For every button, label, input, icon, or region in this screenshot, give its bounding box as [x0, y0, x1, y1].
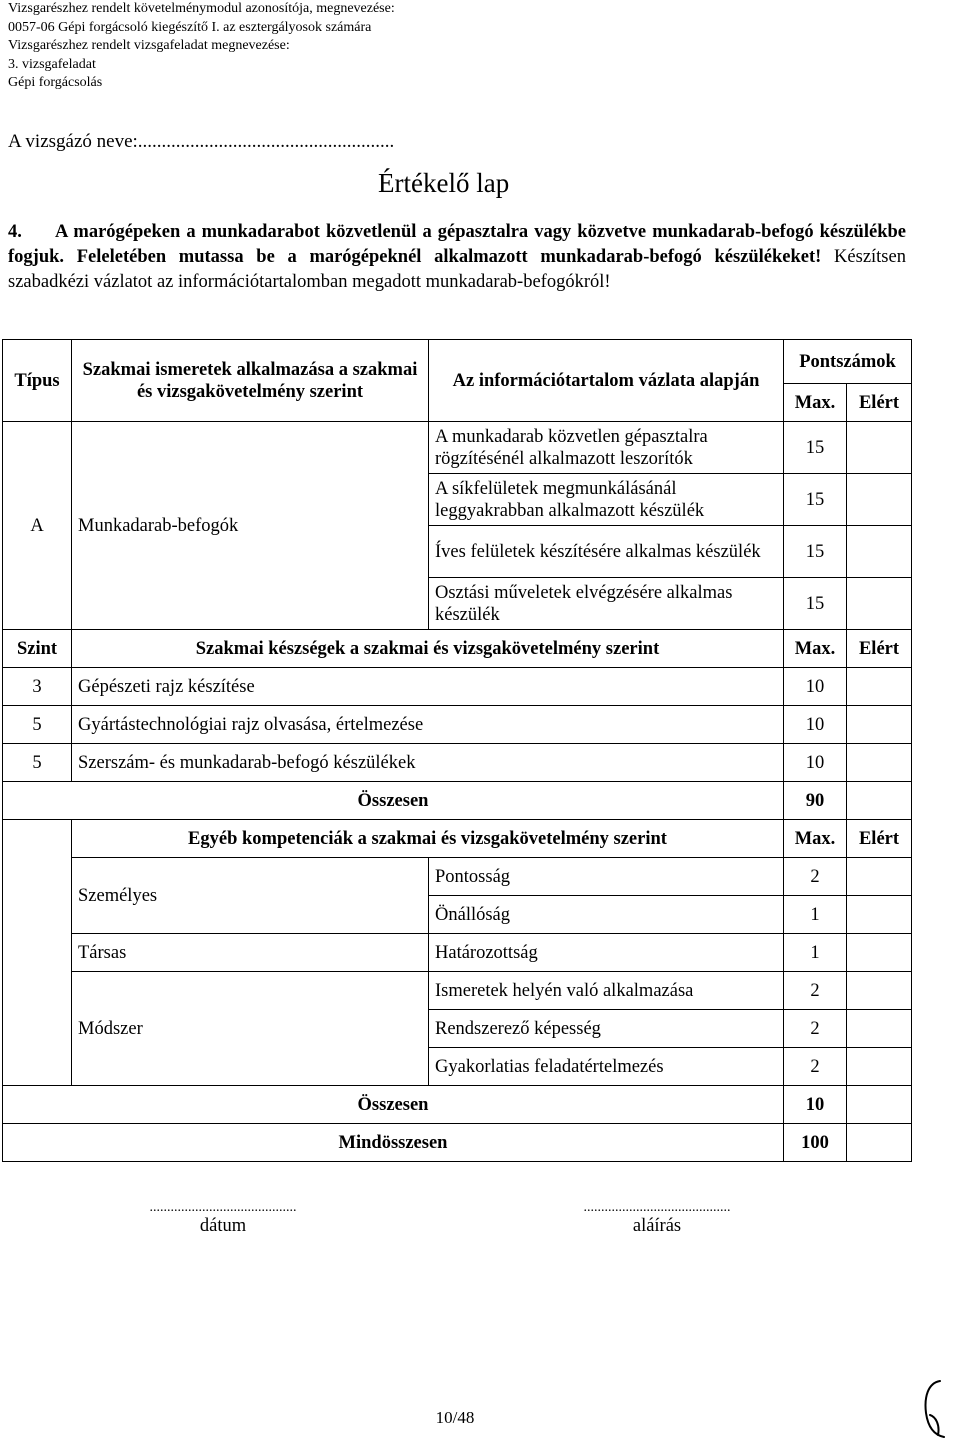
total-value: 100 — [784, 1124, 847, 1162]
competency-max: 2 — [784, 1010, 847, 1048]
skill-achieved[interactable] — [847, 744, 912, 782]
subtotal-value: 10 — [784, 1086, 847, 1124]
skill-max: 10 — [784, 744, 847, 782]
knowledge-type: A — [3, 422, 72, 630]
skill-achieved[interactable] — [847, 706, 912, 744]
competency-max: 2 — [784, 858, 847, 896]
header-line: Vizsgarészhez rendelt vizsgafeladat megnevezése: — [8, 38, 290, 53]
task-description — [8, 220, 906, 295]
handwritten-mark-icon — [918, 1375, 954, 1445]
competency-achieved[interactable] — [847, 858, 912, 896]
competency-achieved[interactable] — [847, 1010, 912, 1048]
knowledge-item-achieved[interactable] — [847, 526, 912, 578]
competency-item: Ismeretek helyén való alkalmazása — [429, 972, 784, 1010]
competency-achieved[interactable] — [847, 934, 912, 972]
skill-text: Szerszám- és munkadarab-befogó készülékek — [72, 744, 784, 782]
signature-block — [526, 1200, 788, 1237]
competency-group: Személyes — [72, 858, 429, 934]
subtotal-achieved[interactable] — [847, 782, 912, 820]
competency-achieved[interactable] — [847, 972, 912, 1010]
skill-text: Gépészeti rajz készítése — [72, 668, 784, 706]
other-title: Egyéb kompetenciák a szakmai és vizsgakövetelmény szerint — [72, 820, 784, 858]
spacer-cell — [3, 858, 72, 1086]
subtotal-label: Összesen — [3, 1086, 784, 1124]
competency-max: 2 — [784, 972, 847, 1010]
skill-text: Gyártástechnológiai rajz olvasása, értelmezése — [72, 706, 784, 744]
date-signature-block — [92, 1200, 354, 1237]
knowledge-item-max: 15 — [784, 526, 847, 578]
competency-group: Társas — [72, 934, 429, 972]
evaluation-table — [2, 339, 912, 1162]
header-line: 3. vizsgafeladat — [8, 56, 96, 72]
skills-achieved-header: Elért — [847, 630, 912, 668]
skill-level: 3 — [3, 668, 72, 706]
date-label: dátum — [199, 1216, 247, 1236]
knowledge-item-achieved[interactable] — [847, 578, 912, 630]
document-header — [8, 0, 395, 93]
competency-group: Módszer — [72, 972, 429, 1086]
task-normal-text: Készítsen szabadkézi vázlatot az információtartalomban megadott munkadarab-befogókról! — [8, 247, 906, 292]
other-max-header: Max. — [784, 820, 847, 858]
header-line: Vizsgarészhez rendelt követelménymodul azonosítója, megnevezése: — [8, 1, 395, 16]
header-achieved: Elért — [847, 384, 912, 422]
page-title: Értékelő lap — [378, 168, 510, 198]
knowledge-item-max: 15 — [784, 474, 847, 526]
page-number: 10/48 — [435, 1408, 475, 1427]
header-knowledge: Szakmai ismeretek alkalmazása a szakmai és vizsgakövetelmény szerint — [72, 340, 429, 422]
other-achieved-header: Elért — [847, 820, 912, 858]
skill-max: 10 — [784, 706, 847, 744]
knowledge-topic: Munkadarab-befogók — [72, 422, 429, 630]
candidate-name-field: A vizsgázó neve:...................................................... — [8, 131, 395, 152]
knowledge-item: Íves felületek készítésére alkalmas készülék — [429, 526, 784, 578]
task-bold-text: A marógépeken a munkadarabot közvetlenül a gépasztalra vagy közvetve munkadarab-befogó készülékbe fogjuk. Feleletében mutassa be a marógépeknél alkalmazott munkadarab-befogó készülékeket! — [8, 222, 906, 267]
knowledge-item-max: 15 — [784, 578, 847, 630]
subtotal-achieved[interactable] — [847, 1086, 912, 1124]
competency-max: 2 — [784, 1048, 847, 1086]
skill-level: 5 — [3, 706, 72, 744]
competency-item: Határozottság — [429, 934, 784, 972]
competency-achieved[interactable] — [847, 1048, 912, 1086]
skills-level-header: Szint — [3, 630, 72, 668]
task-number: 4. — [8, 222, 22, 242]
skill-achieved[interactable] — [847, 668, 912, 706]
knowledge-item-max: 15 — [784, 422, 847, 474]
header-line: Gépi forgácsolás — [8, 75, 103, 90]
header-points: Pontszámok — [784, 340, 912, 384]
header-sketch: Az információtartalom vázlata alapján — [429, 340, 784, 422]
competency-item: Gyakorlatias feladatértelmezés — [429, 1048, 784, 1086]
skills-max-header: Max. — [784, 630, 847, 668]
skill-level: 5 — [3, 744, 72, 782]
knowledge-item: Osztási műveletek elvégzésére alkalmas készülék — [429, 578, 784, 630]
knowledge-item-achieved[interactable] — [847, 474, 912, 526]
competency-max: 1 — [784, 934, 847, 972]
spacer-cell — [3, 820, 72, 858]
subtotal-label: Összesen — [3, 782, 784, 820]
knowledge-item: A síkfelületek megmunkálásánál leggyakrabban alkalmazott készülék — [429, 474, 784, 526]
total-achieved[interactable] — [847, 1124, 912, 1162]
header-line: 0057-06 Gépi forgácsoló kiegészítő I. az esztergályosok számára — [8, 19, 372, 35]
header-max: Max. — [784, 384, 847, 422]
competency-item: Önállóság — [429, 896, 784, 934]
header-type: Típus — [3, 340, 72, 422]
competency-max: 1 — [784, 896, 847, 934]
total-label: Mindösszesen — [3, 1124, 784, 1162]
signature-label: aláírás — [632, 1216, 682, 1236]
knowledge-item-achieved[interactable] — [847, 422, 912, 474]
competency-item: Rendszerező képesség — [429, 1010, 784, 1048]
competency-achieved[interactable] — [847, 896, 912, 934]
skill-max: 10 — [784, 668, 847, 706]
signature-line: .......................................... — [583, 1200, 731, 1215]
knowledge-item: A munkadarab közvetlen gépasztalra rögzítésénél alkalmazott leszorítók — [429, 422, 784, 474]
competency-item: Pontosság — [429, 858, 784, 896]
skills-title: Szakmai készségek a szakmai és vizsgakövetelmény szerint — [72, 630, 784, 668]
date-line: .......................................... — [149, 1200, 297, 1215]
subtotal-value: 90 — [784, 782, 847, 820]
